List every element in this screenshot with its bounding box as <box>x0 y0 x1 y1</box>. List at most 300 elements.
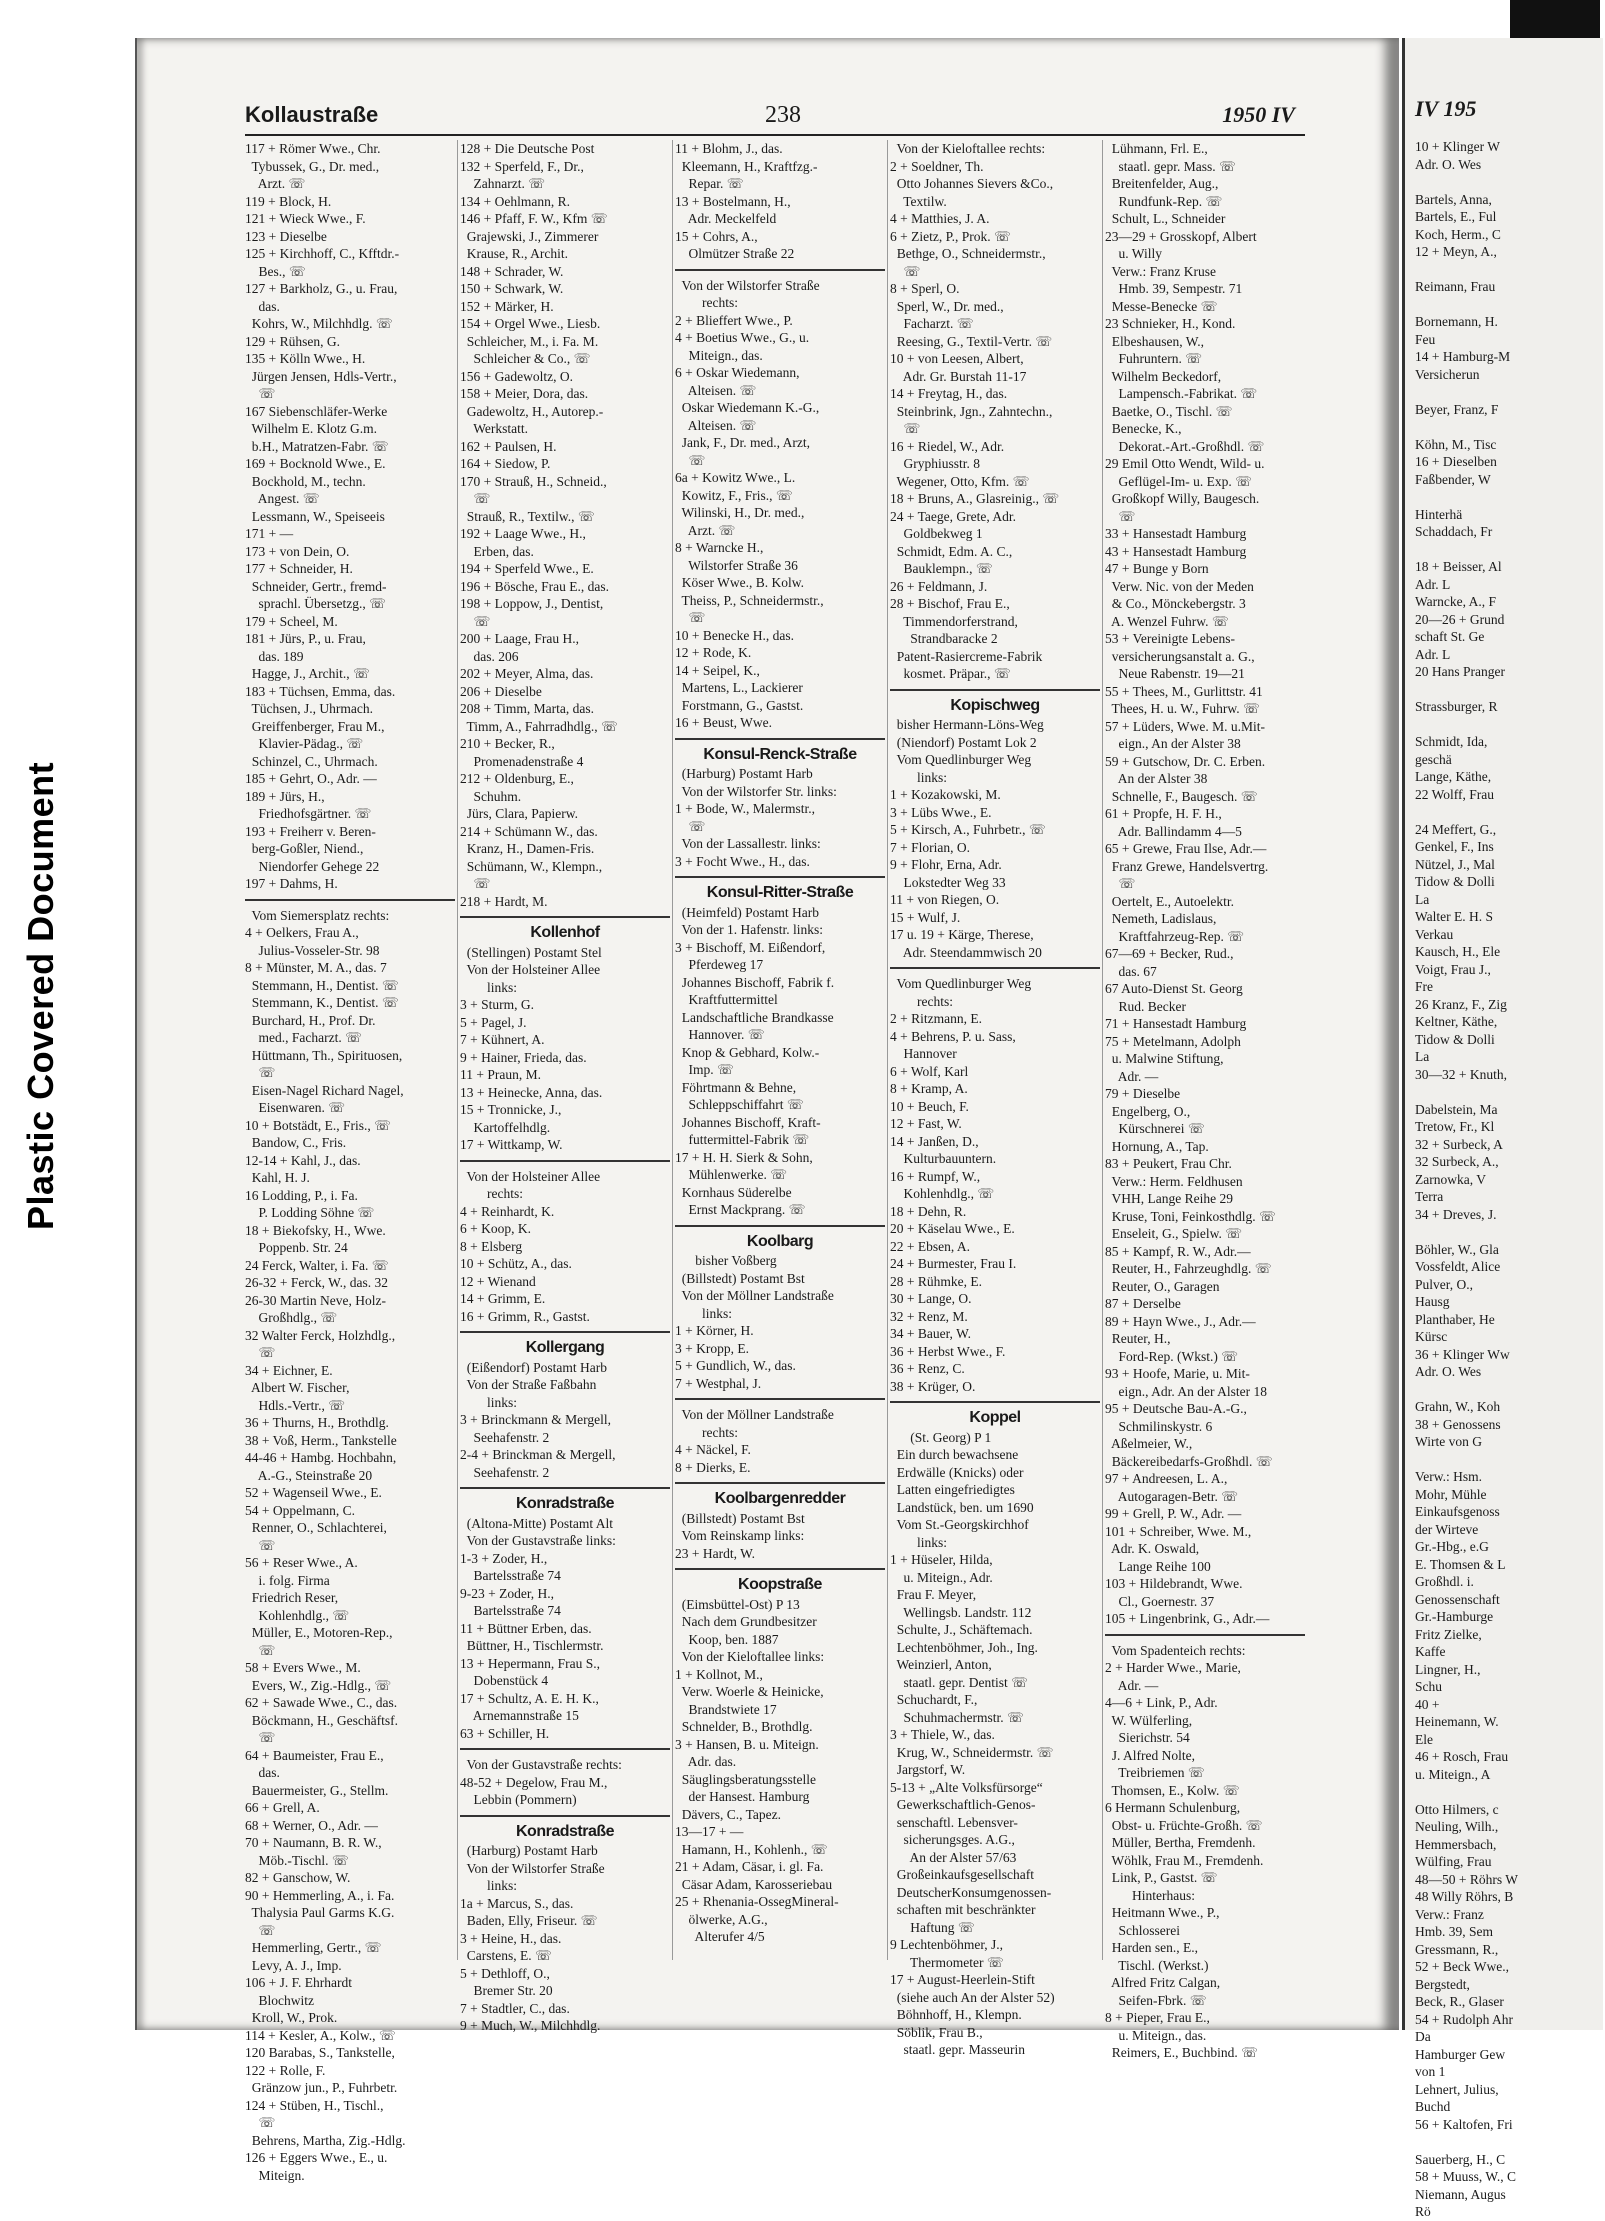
directory-entry: (Harburg) Postamt Harb <box>675 766 813 781</box>
adjacent-entry: Heinemann, W. <box>1415 1714 1499 1729</box>
directory-entry: senschaftl. Lebensver- <box>890 1814 1018 1830</box>
directory-entry: 162 + Paulsen, H. <box>460 438 557 454</box>
directory-entry: 23 + Hardt, W. <box>675 1545 755 1561</box>
directory-entry: Ford-Rep. (Wkst.) ☏ <box>1105 1348 1239 1364</box>
directory-entry: (Altona-Mitte) Postamt Alt <box>460 1515 613 1531</box>
directory-entry: Bethge, O., Schneidermstr., <box>890 246 1046 261</box>
directory-entry: 6 + Oskar Wiedemann, <box>675 365 800 380</box>
directory-entry: 12 + Rode, K. <box>675 645 752 660</box>
adjacent-entry: Dabelstein, Ma <box>1415 1101 1498 1117</box>
running-head-street: Kollaustraße <box>245 102 379 127</box>
directory-entry: Angest. ☏ <box>245 491 320 506</box>
directory-entry: links: <box>460 1878 518 1893</box>
adjacent-entry <box>1415 1223 1605 1241</box>
directory-entry: 28 + Bischof, Frau E., <box>890 596 1010 611</box>
column-1 <box>245 140 455 2184</box>
directory-entry: 3 + Heine, H., das. <box>460 1930 562 1946</box>
directory-entry: Jürs, Clara, Papierw. <box>460 806 578 821</box>
adjacent-entry: 10 + Klinger W <box>1415 139 1500 154</box>
directory-entry: 10 + von Leesen, Albert, <box>890 351 1024 366</box>
adjacent-entry: Genkel, F., Ins <box>1415 839 1494 854</box>
adjacent-entry: Bornemann, H. <box>1415 314 1498 329</box>
directory-entry: 126 + Eggers Wwe., E., u. <box>245 2150 388 2165</box>
directory-entry: 8 + Münster, M. A., das. 7 <box>245 960 387 975</box>
directory-entry: Engelberg, O., <box>1105 1103 1191 1119</box>
section-rule <box>460 1160 670 1162</box>
section-rule <box>460 1748 670 1750</box>
directory-entry: Landstück, ben. um 1690 <box>890 1499 1034 1515</box>
directory-entry: 16 + Grimm, R., Gastst. <box>460 1308 590 1324</box>
directory-entry: 9-23 + Zoder, H., <box>460 1585 555 1601</box>
directory-entry: 14 + Janßen, D., <box>890 1133 979 1149</box>
directory-entry: Reimers, E., Buchbind. ☏ <box>1105 2045 1258 2060</box>
directory-entry: 3 + Hansen, B. u. Miteign. <box>675 1736 819 1752</box>
directory-entry: 11 + Blohm, J., das. <box>675 141 783 156</box>
directory-entry: & Co., Mönckebergstr. 3 <box>1105 596 1246 611</box>
directory-entry: Koop, ben. 1887 <box>675 1631 779 1647</box>
directory-entry: 192 + Laage Wwe., H., <box>460 526 586 541</box>
directory-entry: 1 + Kozakowski, M. <box>890 787 1001 802</box>
directory-entry: das. 67 <box>1105 963 1157 979</box>
directory-entry: 200 + Laage, Frau H., <box>460 631 579 646</box>
directory-entry: 167 Siebenschläfer-Werke <box>245 403 388 419</box>
section-rule <box>460 1815 670 1817</box>
directory-entry: Harden sen., E., <box>1105 1940 1198 1955</box>
adjacent-entry: Tidow & Dolli <box>1415 874 1495 889</box>
adjacent-entry: 24 Meffert, G., <box>1415 821 1497 837</box>
adjacent-entry: 48—50 + Röhrs W <box>1415 1871 1518 1887</box>
directory-entry: 8 + Kramp, A. <box>890 1081 968 1096</box>
adjacent-entry: Walter E. H. S <box>1415 909 1494 924</box>
directory-entry: Büttner, H., Tischlermstr. <box>460 1638 604 1653</box>
directory-entry: Arnemannstraße 15 <box>460 1708 579 1723</box>
directory-entry: 56 + Reser Wwe., A. <box>245 1555 358 1570</box>
directory-entry: ☏ <box>245 1065 276 1080</box>
adjacent-entry: Vossfeldt, Alice <box>1415 1259 1501 1274</box>
adjacent-entry: Adr. L <box>1415 646 1451 662</box>
adjacent-entry: Schmidt, Ida, <box>1415 734 1488 749</box>
adjacent-entry: Gressmann, R., <box>1415 1941 1499 1957</box>
directory-entry: 210 + Becker, R., <box>460 736 555 751</box>
directory-entry: Brandstwiete 17 <box>675 1701 777 1717</box>
directory-entry: 48-52 + Degelow, Frau M., <box>460 1774 608 1790</box>
directory-entry: Bauklempn., ☏ <box>890 561 993 576</box>
directory-entry: 16 + Beust, Wwe. <box>675 715 772 730</box>
directory-entry: Schleppschiffahrt ☏ <box>675 1097 804 1112</box>
adjacent-entry: Planthaber, He <box>1415 1311 1495 1327</box>
directory-entry: 34 + Eichner, E. <box>245 1362 333 1378</box>
directory-entry: 32 Walter Ferck, Holzhdlg., <box>245 1327 396 1343</box>
adjacent-entry: Adr. L <box>1415 576 1451 592</box>
directory-entry: 66 + Grell, A. <box>245 1800 320 1815</box>
directory-entry: 120 Barabas, S., Tankstelle, <box>245 2045 395 2060</box>
directory-entry: Niendorfer Gehege 22 <box>245 858 380 874</box>
directory-entry: A. Wenzel Fuhrw. ☏ <box>1105 613 1229 629</box>
directory-entry: Levy, A. J., Imp. <box>245 1957 342 1973</box>
directory-entry: Von der Möllner Landstraße <box>675 1288 834 1303</box>
directory-entry: Schult, L., Schneider <box>1105 211 1226 226</box>
directory-entry: Blochwitz <box>245 1992 314 2008</box>
section-rule <box>675 1568 885 1570</box>
directory-entry: 183 + Tüchsen, Emma, das. <box>245 683 396 699</box>
adjacent-entry: Wirte von G <box>1415 1434 1482 1449</box>
directory-entry: Schulte, J., Schäftemach. <box>890 1622 1033 1637</box>
adjacent-entry: Terra <box>1415 1189 1444 1204</box>
directory-entry: Martens, L., Lackierer <box>675 680 803 695</box>
directory-entry: 5 + Gundlich, W., das. <box>675 1358 796 1373</box>
directory-entry: 1 + Kollnot, M., <box>675 1666 763 1682</box>
directory-entry: 128 + Die Deutsche Post <box>460 141 595 156</box>
adjacent-entry: Genossenschaft <box>1415 1591 1500 1607</box>
left-margin <box>0 0 130 2072</box>
directory-entry: ☏ <box>1105 508 1136 524</box>
directory-entry: Geflügel-Im- u. Exp. ☏ <box>1105 473 1252 489</box>
adjacent-entry <box>1415 803 1605 821</box>
directory-entry: Cäsar Adam, Karosseriebau <box>675 1876 833 1892</box>
adjacent-entry: Gr.-Hbg., e.G <box>1415 1539 1489 1554</box>
directory-entry: Adr. — <box>1105 1677 1159 1693</box>
directory-entry: 17 + Schultz, A. E. H. K., <box>460 1690 599 1706</box>
directory-entry: Kornhaus Süderelbe <box>675 1184 792 1200</box>
directory-entry: 2 + Harder Wwe., Marie, <box>1105 1660 1241 1675</box>
directory-entry: Textilw. <box>890 193 947 209</box>
section-rule <box>890 689 1100 691</box>
directory-entry: Wegener, Otto, Kfm. ☏ <box>890 473 1030 489</box>
directory-entry: Kraftfuttermittel <box>675 992 778 1007</box>
directory-entry: ☏ <box>675 610 706 625</box>
directory-entry: versicherungsanstalt a. G., <box>1105 648 1255 664</box>
directory-entry: 28 + Rühmke, E. <box>890 1273 982 1289</box>
directory-entry: Reuter, O., Garagen <box>1105 1278 1220 1294</box>
adjacent-entry: Kaffe <box>1415 1644 1446 1659</box>
directory-entry: 11 + von Riegen, O. <box>890 892 1000 907</box>
directory-entry: 10 + Beuch, F. <box>890 1098 969 1114</box>
column-divider <box>457 140 458 1960</box>
street-heading: Koolbargenredder <box>714 1490 846 1507</box>
directory-entry: 189 + Jürs, H., <box>245 788 325 804</box>
directory-entry: links: <box>890 1534 948 1550</box>
adjacent-entry: Keltner, Käthe, <box>1415 1014 1498 1029</box>
directory-entry: Baetke, O., Tischl. ☏ <box>1105 403 1233 419</box>
directory-entry: 119 + Block, H. <box>245 193 332 209</box>
section-rule <box>460 1331 670 1333</box>
adjacent-page-header: IV 195 <box>1415 96 1477 121</box>
directory-entry: Timm, A., Fahrradhdlg., ☏ <box>460 718 618 734</box>
directory-entry: 146 + Pfaff, F. W., Kfm ☏ <box>460 211 608 226</box>
directory-entry: 26 + Feldmann, J. <box>890 578 988 594</box>
adjacent-entry: Rö <box>1415 2204 1431 2219</box>
directory-entry: 9 + Flohr, Erna, Adr. <box>890 857 1002 872</box>
adjacent-entry: Adr. O. Wes <box>1415 156 1482 172</box>
directory-entry: Renner, O., Schlachterei, <box>245 1520 387 1535</box>
adjacent-entry: 16 + Dieselben <box>1415 454 1497 469</box>
directory-entry: Hannover <box>890 1046 957 1061</box>
directory-entry: 194 + Sperfeld Wwe., E. <box>460 561 594 576</box>
directory-entry: ☏ <box>460 876 491 891</box>
plastic-covered-watermark: Plastic Covered Document <box>20 761 61 1230</box>
column-divider <box>1102 140 1103 1960</box>
directory-entry: Treibriemen ☏ <box>1105 1765 1205 1780</box>
directory-entry: Rud. Becker <box>1105 998 1186 1014</box>
directory-entry: Link, P., Gastst. ☏ <box>1105 1870 1218 1885</box>
directory-entry: 123 + Dieselbe <box>245 228 327 244</box>
directory-entry: bisher Voßberg <box>675 1253 777 1268</box>
directory-entry: Kahl, H. J. <box>245 1170 310 1185</box>
column-2 <box>460 140 670 2035</box>
directory-entry: Lessmann, W., Speiseeis <box>245 508 385 524</box>
adjacent-entry: 36 + Klinger Ww <box>1415 1346 1510 1362</box>
directory-entry: berg-Goßler, Niend., <box>245 841 364 856</box>
directory-entry: Hamann, H., Kohlenh., ☏ <box>675 1841 828 1857</box>
directory-entry: 22 + Ebsen, A. <box>890 1238 970 1254</box>
directory-entry: Schmilinskystr. 6 <box>1105 1418 1213 1434</box>
directory-entry: 8 + Pieper, Frau E., <box>1105 2010 1210 2025</box>
directory-entry: Haftung ☏ <box>890 1919 975 1935</box>
directory-entry: 3 + Lübs Wwe., E. <box>890 804 992 820</box>
directory-entry: (siehe auch An der Alster 52) <box>890 1989 1055 2005</box>
directory-entry: 79 + Dieselbe <box>1105 1086 1181 1101</box>
directory-entry: ☏ <box>245 2115 276 2130</box>
adjacent-page-column <box>1415 138 1605 2221</box>
directory-entry: 6a + Kowitz Wwe., L. <box>675 470 796 485</box>
directory-entry: 25 + Rhenania-OssegMineral- <box>675 1894 839 1909</box>
directory-entry: 14 + Seipel, K., <box>675 662 760 678</box>
directory-entry: Schleicher, M., i. Fa. M. <box>460 333 599 349</box>
directory-entry: 55 + Thees, M., Gurlittstr. 41 <box>1105 683 1263 699</box>
directory-entry: 97 + Andreesen, L. A., <box>1105 1471 1228 1486</box>
directory-entry: 4 + Oelkers, Frau A., <box>245 925 359 940</box>
directory-entry: Theiss, P., Schneidermstr., <box>675 592 824 608</box>
adjacent-entry: 52 + Beck Wwe., <box>1415 1959 1509 1974</box>
directory-entry: ☏ <box>675 818 706 834</box>
directory-entry: 173 + von Dein, O. <box>245 543 350 559</box>
directory-entry: 122 + Rolle, F. <box>245 2062 326 2078</box>
directory-entry: Wellingsb. Landstr. 112 <box>890 1604 1032 1620</box>
directory-entry: 6 + Wolf, Karl <box>890 1063 969 1079</box>
directory-entry: 3 + Bischoff, M. Eißendorf, <box>675 939 826 955</box>
directory-entry: Gadewoltz, H., Autorep.- <box>460 403 604 419</box>
directory-entry: Reesing, G., Textil-Vertr. ☏ <box>890 333 1053 349</box>
directory-entry: Strauß, R., Textilw., ☏ <box>460 508 595 524</box>
directory-entry: 16 Lodding, P., i. Fa. <box>245 1187 358 1203</box>
directory-entry: Johannes Bischoff, Kraft- <box>675 1114 821 1130</box>
directory-entry: Verw.: Herm. Feldhusen <box>1105 1173 1243 1189</box>
directory-entry: 3 + Brinckmann & Mergell, <box>460 1412 611 1427</box>
directory-entry: Hannover. ☏ <box>675 1027 765 1042</box>
directory-entry: 158 + Meier, Dora, das. <box>460 386 589 401</box>
directory-entry: 154 + Orgel Wwe., Liesb. <box>460 316 601 331</box>
directory-entry: 2 + Soeldner, Th. <box>890 158 984 174</box>
directory-entry: 67—69 + Becker, Rud., <box>1105 946 1234 961</box>
adjacent-entry <box>1415 1451 1605 1469</box>
directory-entry: 121 + Wieck Wwe., F. <box>245 211 366 226</box>
directory-entry: 117 + Römer Wwe., Chr. <box>245 141 381 156</box>
directory-entry: 13—17 + — <box>675 1824 744 1839</box>
directory-entry: Nach dem Grundbesitzer <box>675 1614 817 1629</box>
directory-entry: ☏ <box>245 1642 276 1658</box>
adjacent-entry <box>1415 681 1605 699</box>
adjacent-entry: Faßbender, W <box>1415 471 1491 487</box>
directory-entry: Söblik, Frau B., <box>890 2024 983 2040</box>
directory-entry: 67 Auto-Dienst St. Georg <box>1105 981 1243 996</box>
directory-entry: links: <box>890 769 948 785</box>
directory-entry: Von der Kieloftallee links: <box>675 1649 825 1664</box>
directory-entry: Autogaragen-Betr. ☏ <box>1105 1488 1239 1504</box>
adjacent-entry: La <box>1415 1049 1430 1064</box>
directory-entry: ☏ <box>1105 876 1136 891</box>
adjacent-entry <box>1415 261 1605 279</box>
directory-entry: Vom Quedlinburger Weg <box>890 976 1032 991</box>
directory-entry: 127 + Barkholz, G., u. Frau, <box>245 281 398 296</box>
directory-entry: 2 + Ritzmann, E. <box>890 1011 982 1026</box>
directory-entry: Johannes Bischoff, Fabrik f. <box>675 974 835 990</box>
directory-entry: Patent-Rasiercreme-Fabrik <box>890 648 1043 664</box>
directory-entry: 4 + Matthies, J. A. <box>890 211 990 226</box>
directory-entry: 14 + Grimm, E. <box>460 1291 546 1306</box>
directory-entry: Von der Holsteiner Allee <box>460 1168 601 1184</box>
directory-entry: 1 + Bode, W., Malermstr., <box>675 801 815 816</box>
column-3 <box>675 140 885 1946</box>
directory-entry: schaften mit beschränkter <box>890 1902 1036 1917</box>
section-rule <box>245 899 455 901</box>
street-heading: Kollenhof <box>530 924 600 941</box>
directory-entry: Köser Wwe., B. Kolw. <box>675 575 804 590</box>
directory-entry: 13 + Heinecke, Anna, das. <box>460 1084 603 1100</box>
directory-entry: Kranz, H., Damen-Fris. <box>460 841 595 856</box>
directory-entry: Seehafenstr. 2 <box>460 1464 550 1480</box>
directory-entry: ☏ <box>460 491 491 506</box>
adjacent-entry: 58 + Muuss, W., C <box>1415 2169 1517 2184</box>
directory-entry: 132 + Sperfeld, F., Dr., <box>460 158 584 174</box>
directory-entry: Kohrs, W., Milchhdlg. ☏ <box>245 316 393 331</box>
directory-entry: 1-3 + Zoder, H., <box>460 1550 548 1566</box>
directory-entry: 4 + Boetius Wwe., G., u. <box>675 330 810 345</box>
directory-entry: 7 + Westphal, J. <box>675 1375 762 1391</box>
directory-entry: 2 + Blieffert Wwe., P. <box>675 312 793 328</box>
directory-entry: Großkopf Willy, Baugesch. <box>1105 491 1260 506</box>
directory-entry: eign., An der Alster 38 <box>1105 736 1241 751</box>
directory-entry: 193 + Freiherr v. Beren- <box>245 823 376 839</box>
directory-entry: Adr. Meckelfeld <box>675 211 777 226</box>
directory-entry: 12 + Wienand <box>460 1273 536 1289</box>
directory-entry: u. Willy <box>1105 246 1162 261</box>
adjacent-entry: Bergstedt, <box>1415 1976 1470 1992</box>
directory-entry: Ernst Mackprang. ☏ <box>675 1202 806 1217</box>
adjacent-entry: Einkaufsgenoss <box>1415 1504 1500 1519</box>
adjacent-entry: Beck, R., Glaser <box>1415 1994 1504 2009</box>
directory-entry: 106 + J. F. Ehrhardt <box>245 1975 353 1990</box>
adjacent-entry: Hemmersbach, <box>1415 1836 1497 1852</box>
section-rule <box>675 1225 885 1227</box>
directory-entry: Facharzt. ☏ <box>890 316 974 331</box>
directory-entry: (Harburg) Postamt Harb <box>460 1843 598 1858</box>
directory-entry: Jank, F., Dr. med., Arzt, <box>675 435 811 450</box>
directory-entry: Krug, W., Schneidermstr. ☏ <box>890 1744 1054 1760</box>
adjacent-entry: Sauerberg, H., C <box>1415 2151 1506 2167</box>
directory-entry: Bockhold, M., techn. <box>245 473 366 489</box>
directory-entry: Heitmann Wwe., P., <box>1105 1905 1220 1920</box>
directory-entry: Bes., ☏ <box>245 263 306 279</box>
directory-entry: Böhnhoff, H., Klempn. <box>890 2007 1022 2022</box>
directory-entry: Kürschnerei ☏ <box>1105 1121 1205 1136</box>
directory-entry: Alteisen. ☏ <box>675 382 757 398</box>
adjacent-entry: Buchd <box>1415 2099 1451 2114</box>
directory-entry: Julius-Vosseler-Str. 98 <box>245 942 380 958</box>
directory-entry: Adr. — <box>1105 1068 1159 1084</box>
directory-entry: Bäckereibedarfs-Großhdl. ☏ <box>1105 1453 1273 1469</box>
directory-entry: 85 + Kampf, R. W., Adr.— <box>1105 1243 1251 1259</box>
adjacent-entry: E. Thomsen & L <box>1415 1556 1506 1572</box>
directory-entry: 8 + Dierks, E. <box>675 1459 751 1475</box>
directory-entry: 206 + Dieselbe <box>460 683 542 699</box>
directory-entry: 4 + Behrens, P. u. Sass, <box>890 1028 1016 1044</box>
directory-entry: 70 + Naumann, B. R. W., <box>245 1835 382 1850</box>
directory-entry: 30 + Lange, O. <box>890 1291 972 1306</box>
directory-entry: J. Alfred Nolte, <box>1105 1747 1195 1763</box>
directory-entry: 1 + Hüseler, Hilda, <box>890 1552 993 1567</box>
directory-entry: Thalysia Paul Garms K.G. <box>245 1905 395 1920</box>
directory-entry: Behrens, Martha, Zig.-Hdlg. <box>245 2132 406 2148</box>
section-rule <box>890 1401 1100 1403</box>
directory-entry: 3 + Focht Wwe., H., das. <box>675 853 810 869</box>
directory-entry: Poppenb. Str. 24 <box>245 1240 348 1255</box>
adjacent-entry: Neuling, Wilh., <box>1415 1819 1499 1834</box>
directory-entry: Jargstorf, W. <box>890 1762 966 1777</box>
adjacent-entry: 32 Surbeck, A., <box>1415 1154 1499 1169</box>
directory-entry: Olmützer Straße 22 <box>675 246 795 261</box>
directory-entry: 71 + Hansestadt Hamburg <box>1105 1016 1247 1031</box>
directory-entry: Neue Rabenstr. 19—21 <box>1105 666 1245 681</box>
directory-entry: Benecke, K., <box>1105 421 1182 436</box>
adjacent-entry: La <box>1415 891 1430 907</box>
directory-entry: Stemmann, H., Dentist. ☏ <box>245 977 399 993</box>
directory-entry: 170 + Strauß, H., Schneid., <box>460 473 607 489</box>
directory-entry: das. 206 <box>460 648 519 664</box>
adjacent-entry: u. Miteign., A <box>1415 1766 1491 1782</box>
directory-entry: Otto Johannes Sievers &Co., <box>890 176 1054 191</box>
directory-entry: Knop & Gebhard, Kolw.- <box>675 1044 820 1060</box>
directory-entry: VHH, Lange Reihe 29 <box>1105 1191 1233 1206</box>
directory-entry: Adr. das. <box>675 1754 737 1769</box>
directory-entry: Franz Grewe, Handelsvertrg. <box>1105 858 1269 874</box>
directory-entry: 17 + Wittkamp, W. <box>460 1137 563 1152</box>
directory-entry: 64 + Baumeister, Frau E., <box>245 1747 384 1763</box>
directory-entry: Stemmann, K., Dentist. ☏ <box>245 995 399 1010</box>
directory-entry: kosmet. Präpar., ☏ <box>890 666 1011 681</box>
directory-entry: Säuglingsberatungsstelle <box>675 1771 816 1787</box>
directory-entry: 7 + Kühnert, A. <box>460 1032 545 1047</box>
directory-entry: 4 + Näckel, F. <box>675 1442 751 1457</box>
directory-entry: Schuhmachermstr. ☏ <box>890 1709 1024 1725</box>
directory-entry: 3 + Kropp, E. <box>675 1340 749 1356</box>
directory-entry: (Eimsbüttel-Ost) P 13 <box>675 1596 800 1612</box>
directory-entry: (Heimfeld) Postamt Harb <box>675 904 819 920</box>
directory-entry: 181 + Jürs, P., u. Frau, <box>245 631 366 646</box>
directory-entry: Dävers, C., Tapez. <box>675 1806 782 1822</box>
directory-entry: Hdls.-Vertr., ☏ <box>245 1397 346 1413</box>
directory-entry: ☏ <box>890 263 921 279</box>
directory-entry: 93 + Hoofe, Marie, u. Mit- <box>1105 1366 1250 1381</box>
scan-corner-shadow <box>1510 0 1600 40</box>
directory-entry: Kroll, W., Prok. <box>245 2010 338 2025</box>
street-heading: Koolbarg <box>746 1232 814 1250</box>
adjacent-entry: Fre <box>1415 979 1433 994</box>
directory-entry: 61 + Propfe, H. F. H., <box>1105 806 1222 821</box>
directory-entry: Kraftfahrzeug-Rep. ☏ <box>1105 928 1245 944</box>
directory-entry: 152 + Märker, H. <box>460 298 554 314</box>
directory-entry: Lange Reihe 100 <box>1105 1558 1211 1574</box>
directory-entry: Von der Gustavstraße links: <box>460 1533 616 1548</box>
